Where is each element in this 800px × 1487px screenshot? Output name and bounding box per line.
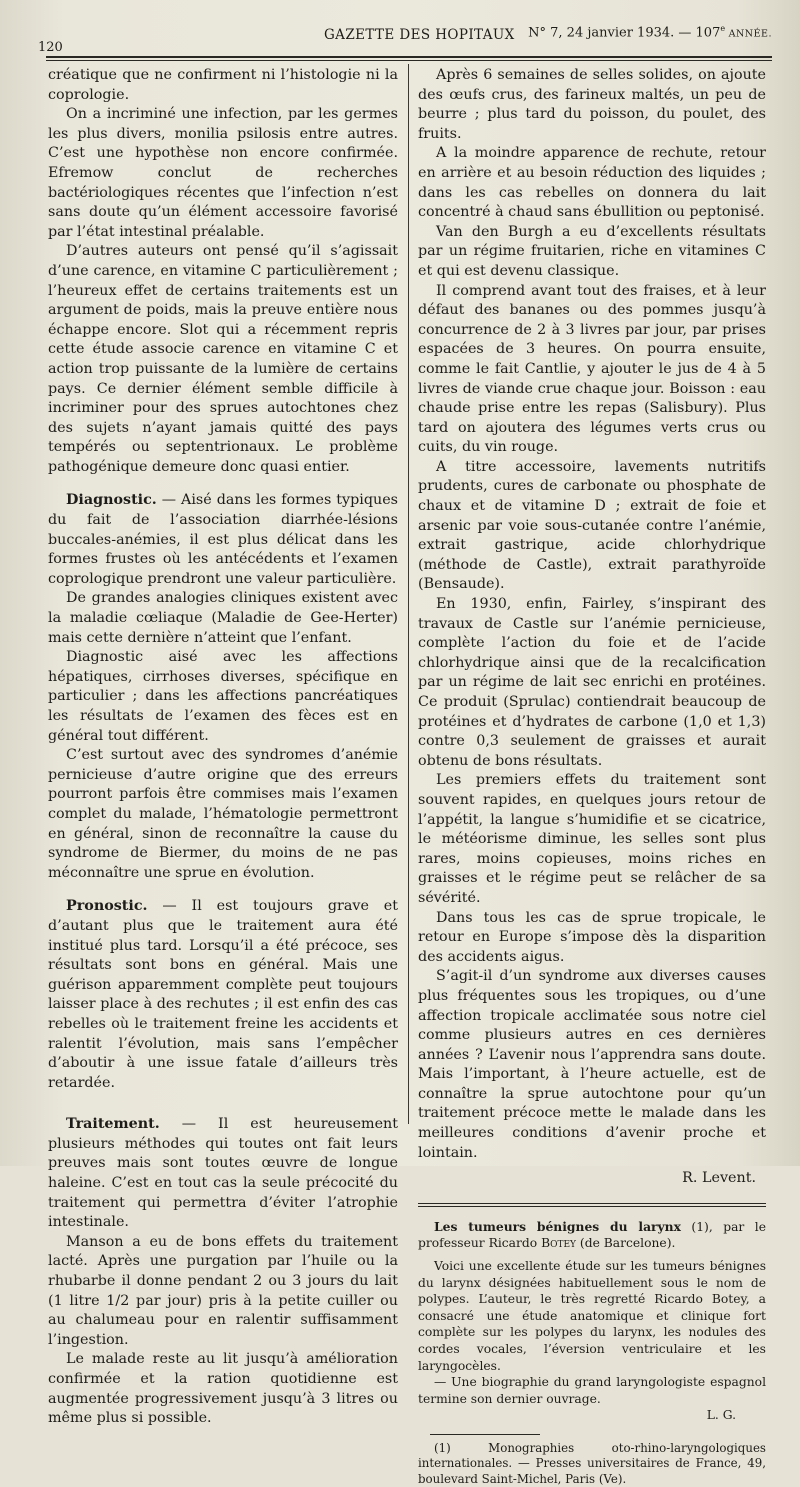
paragraph: Diagnostic aisé avec les affections hépatiques, cirrhoses diverses, spécifique en particulier ; dans les affections pancréatiques les résultats de l’examen des fèces est en général tout différent. (48, 649, 398, 744)
paragraph: S’agit-il d’un syndrome aux diverses causes plus fréquentes sous les tropiques, ou d’une affection tropicale acclimatée sous notre ciel comme plusieurs autres en ces dernières années ? L’avenir nous l’apprendra sans doute. Mais l’important, à l’heure actuelle, est de connaître la sprue autochtone pour qu’un traitement précoce mette le malade dans les meilleures conditions d’avenir proche et lointain. (418, 968, 766, 1161)
issue-suffix: ANNÉE. (725, 28, 772, 40)
review-heading: Les tumeurs bénignes du larynx (434, 1218, 681, 1234)
review-title (418, 1219, 766, 1252)
paragraph: A la moindre apparence de rechute, retour en arrière et au besoin réduction des liquides ; dans les cas rebelles on donnera du lait concentré à chaud sans ébullition ou peptonisé. (418, 145, 766, 221)
author-signature: R. Levent. (682, 1170, 756, 1187)
review-author: Botey (541, 1236, 576, 1251)
paragraph: A titre accessoire, lavements nutritifs prudents, cures de carbonate ou phosphate de chaux et de vitamine D ; extrait de foie et arsenic par voie sous-cutanée contre l’anémie, extrait gastrique, acide chlorhydrique (méthode de Castle), extrait parathyroïde (Bensaude). (418, 458, 766, 593)
review-initials: L. G. (706, 1408, 736, 1423)
pronostic-section (48, 897, 398, 1093)
header-rule-thick (46, 56, 772, 58)
book-review (418, 1219, 766, 1487)
paragraph: Il comprend avant tout des fraises, et à leur défaut des bananes ou des pommes jusqu’à concurrence de 2 à 3 livres par jour, par prises espacées de 3 heures. On pourra ensuite, comme le fait Cantlie, y ajouter le jus de 4 à 5 livres de viande crue chaque jour. Boisson : eau chaude prise entre les repas (Salisbury). Plus tard on ajoutera des légumes verts crus ou cuits, du vin rouge. (418, 282, 766, 456)
issue-info (528, 24, 772, 40)
section-text: — Aisé dans les formes typiques du fait de l’association diarrhée-lésions buccales-anémies, il est plus délicat dans les formes frustes où les antécédents et l’examen coprologique prendront une valeur particulière. (48, 492, 398, 587)
footnote: (1) Monographies oto-rhino-laryngologiques internationales. — Presses universitaires de France, 49, boulevard Saint-Michel, Paris (Ve). (418, 1440, 766, 1486)
paragraph: Le malade reste au lit jusqu’à amélioration confirmée et la ration quotidienne est augmentée progressivement jusqu’à 3 litres ou même plus si possible. (48, 1351, 398, 1427)
review-ref: (1), par le professeur Ricardo (418, 1219, 766, 1251)
review-paragraph: — Une biographie du grand laryngologiste espagnol termine son dernier ouvrage. (418, 1375, 766, 1406)
footnote-rule (430, 1434, 540, 1435)
paragraph: C’est surtout avec des syndromes d’anémie pernicieuse d’autre origine que des erreurs pourront parfois être commises mais l’examen complet du malade, l’hématologie permettront en général, sinon de reconnaître la cause du syndrome de Biermer, du moins de ne pas méconnaître une sprue en évolution. (48, 747, 398, 881)
journal-title: GAZETTE DES HOPITAUX (324, 27, 515, 43)
issue-text: N° 7, 24 janvier 1934. — 107 (528, 25, 721, 41)
diagnostic-section (48, 491, 398, 589)
page-header (38, 22, 772, 55)
review-tail: (de Barcelone). (576, 1236, 676, 1251)
right-column (418, 66, 766, 1487)
paragraph: Les premiers effets du traitement sont souvent rapides, en quelques jours retour de l’appétit, la langue s’humidifie et se cicatrice, le météorisme diminue, les selles sont plus rares, moins copieuses, moins riches en graisses et le régime peut se relâcher de sa sévérité. (418, 772, 766, 906)
issue-sup: e (720, 24, 726, 33)
paragraph: Dans tous les cas de sprue tropicale, le retour en Europe s’impose dès la disparition des accidents aigus. (418, 909, 766, 965)
section-text: — Il est heureusement plusieurs méthodes qui toutes ont fait leurs preuves mais sont toutes œuvre de longue haleine. C’est en tout cas la seule précocité du traitement qui permettra d’éviter l’atrophie intestinale. (48, 1116, 398, 1231)
paragraph: On a incriminé une infection, par les germes les plus divers, monilia psilosis entre autres. C’est une hypothèse non encore confirmée. Efremow conclut de recherches bactériologiques récentes que l’infection n’est sans doute qu’un élément accessoire favorisé par l’état intestinal préalable. (48, 106, 398, 240)
column-divider (408, 64, 409, 1124)
paragraph: Manson a eu de bons effets du traitement lacté. Après une purgation par l’huile ou la rhubarbe il donne pendant 2 ou 3 jours du lait (1 litre 1/2 par jour) pris à la petite cuiller ou au chalumeau pour en ralentir suffisamment l’ingestion. (48, 1233, 398, 1348)
header-rule-thin (46, 60, 772, 61)
section-rule (418, 1203, 766, 1204)
paragraph: créatique que ne confirment ni l’histologie ni la coprologie. (48, 67, 398, 103)
review-paragraph: Voici une excellente étude sur les tumeurs bénignes du larynx désignées habituellement sous le nom de polypes. L’auteur, le très regretté Ricardo Botey, a consacré une étude anatomique et clinique fort complète sur les polypes du larynx, les nodules des cordes vocales, l’éversion ventriculaire et les laryngocèles. (418, 1259, 766, 1373)
paragraph: En 1930, enfin, Fairley, s’inspirant des travaux de Castle sur l’anémie pernicieuse, complète l’action du foie et de l’acide chlorhydrique ainsi que de la recalcification par un régime de lait sec enrichi en protéines. Ce produit (Sprulac) contiendrait beaucoup de protéines et d’hydrates de carbone (1,0 et 1,3) contre 0,3 seulement de graisses et aurait obtenu de bons résultats. (418, 596, 766, 769)
page-number: 120 (38, 40, 63, 55)
left-column (48, 66, 398, 1429)
section-heading: Traitement. (66, 1116, 160, 1133)
section-heading: Pronostic. (66, 898, 148, 915)
traitement-section (48, 1115, 398, 1233)
paragraph: D’autres auteurs ont pensé qu’il s’agissait d’une carence, en vitamine C particulièrement ; l’heureux effet de certains traitements est un argument de poids, mais la preuve entière nous échappe encore. Slot qui a récemment repris cette étude associe carence en vitamine C et action trop puissante de la lumière de certains pays. Ce dernier élément semble difficile à incriminer pour des sprues autochtones chez des sujets n’ayant jamais quitté des pays tempérés ou septentrionaux. Le problème pathogénique demeure donc quasi entier. (48, 243, 398, 475)
paragraph: Van den Burgh a eu d’excellents résultats par un régime fruitarien, riche en vitamines C et qui est devenu classique. (418, 223, 766, 279)
section-text: — Il est toujours grave et d’autant plus que le traitement aura été institué plus tard. Lorsqu’il a été précoce, ses résultats sont bons en général. Mais une guérison apparemment complète peut toujours laisser place à des rechutes ; il est enfin des cas rebelles où le traitement freine les accidents et ralentit l’évolution, mais sans l’empêcher d’aboutir à une issue fatale d’ailleurs très retardée. (48, 898, 398, 1091)
section-heading: Diagnostic. (66, 492, 157, 509)
paragraph: Après 6 semaines de selles solides, on ajoute des œufs crus, des farineux maltés, un peu de beurre ; plus tard du poisson, du poulet, des fruits. (418, 67, 766, 142)
paragraph: De grandes analogies cliniques existent avec la maladie cœliaque (Maladie de Gee-Herter) mais cette dernière n’atteint que l’enfant. (48, 590, 398, 646)
section-rule-thin (418, 1206, 766, 1207)
